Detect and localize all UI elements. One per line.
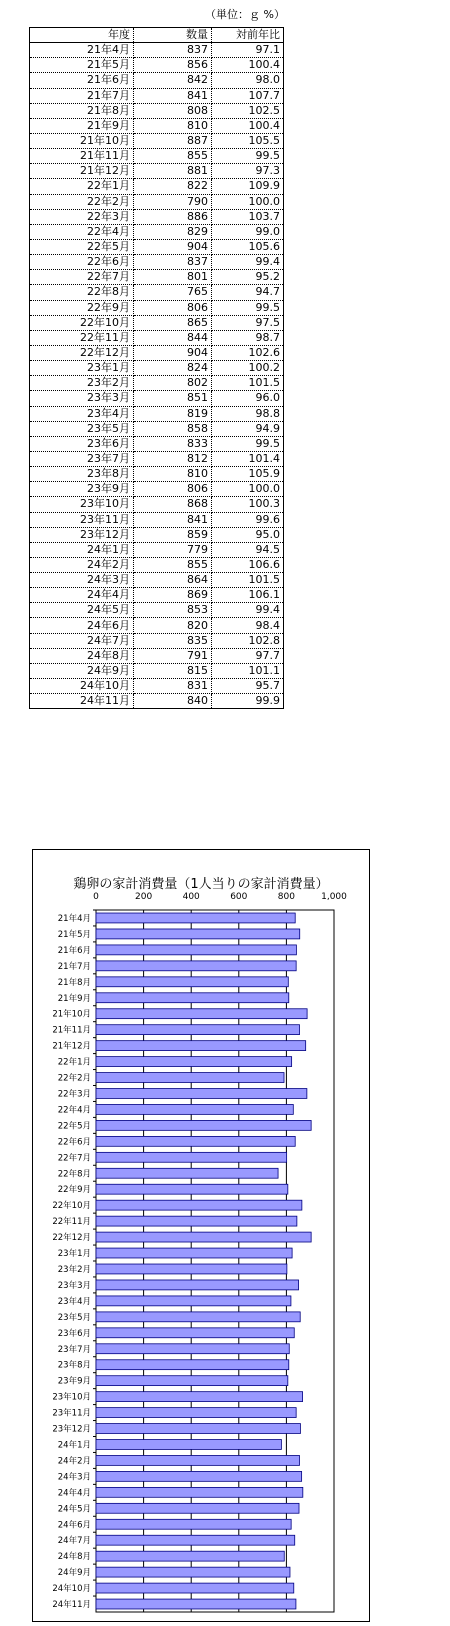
cell-period: 24年5月 (30, 603, 134, 618)
cell-period: 22年2月 (30, 194, 134, 209)
cell-period: 23年1月 (30, 361, 134, 376)
y-tick-label: 22年1月 (57, 1057, 91, 1068)
bar (96, 1232, 311, 1242)
y-tick-label: 23年6月 (57, 1328, 91, 1339)
bar (96, 1057, 292, 1067)
y-tick-label: 22年3月 (57, 1089, 91, 1100)
cell-quantity: 837 (134, 43, 212, 58)
y-tick-label: 22年5月 (57, 1121, 91, 1132)
cell-period: 23年8月 (30, 467, 134, 482)
cell-quantity: 790 (134, 194, 212, 209)
cell-yoy: 97.3 (212, 164, 284, 179)
cell-period: 21年12月 (30, 164, 134, 179)
y-tick-label: 24年10月 (52, 1584, 91, 1595)
cell-quantity: 765 (134, 285, 212, 300)
table-row (30, 482, 284, 497)
y-tick-label: 22年6月 (57, 1137, 91, 1148)
y-tick-label: 21年11月 (52, 1025, 91, 1036)
cell-period: 23年5月 (30, 421, 134, 436)
cell-yoy: 106.1 (212, 588, 284, 603)
table-row (30, 300, 284, 315)
bar (96, 1264, 287, 1274)
consumption-table (29, 27, 284, 709)
bar (96, 1392, 303, 1402)
cell-period: 21年11月 (30, 149, 134, 164)
header-yoy: 対前年比 (212, 28, 284, 43)
cell-quantity: 815 (134, 663, 212, 678)
y-tick-label: 22年8月 (57, 1169, 91, 1180)
bar (96, 1136, 295, 1146)
table-row (30, 73, 284, 88)
cell-quantity: 844 (134, 330, 212, 345)
cell-yoy: 99.6 (212, 512, 284, 527)
cell-period: 24年4月 (30, 588, 134, 603)
table-header-row (30, 28, 284, 43)
cell-period: 21年8月 (30, 103, 134, 118)
cell-quantity: 820 (134, 618, 212, 633)
cell-yoy: 94.7 (212, 285, 284, 300)
cell-quantity: 801 (134, 270, 212, 285)
y-tick-label: 23年12月 (52, 1424, 91, 1435)
bar (96, 1503, 299, 1513)
cell-quantity: 829 (134, 224, 212, 239)
y-tick-label: 24年5月 (57, 1504, 91, 1515)
bar (96, 1152, 287, 1162)
table-row (30, 663, 284, 678)
cell-quantity: 886 (134, 209, 212, 224)
cell-yoy: 99.0 (212, 224, 284, 239)
table-row (30, 315, 284, 330)
y-tick-label: 21年6月 (57, 945, 91, 956)
y-tick-label: 24年4月 (57, 1488, 91, 1499)
bar (96, 1120, 311, 1130)
cell-yoy: 102.6 (212, 345, 284, 360)
cell-yoy: 105.6 (212, 239, 284, 254)
table-row (30, 557, 284, 572)
table-row (30, 406, 284, 421)
cell-quantity: 831 (134, 679, 212, 694)
bar (96, 1535, 295, 1545)
chart-title: 鶏卵の家計消費量（1人当りの家計消費量） (73, 877, 329, 892)
cell-period: 24年2月 (30, 557, 134, 572)
cell-yoy: 98.8 (212, 406, 284, 421)
table-row (30, 224, 284, 239)
bar (96, 929, 300, 939)
cell-period: 23年9月 (30, 482, 134, 497)
cell-yoy: 100.0 (212, 482, 284, 497)
table-row (30, 270, 284, 285)
bar (96, 1009, 307, 1019)
cell-yoy: 94.9 (212, 421, 284, 436)
cell-period: 23年11月 (30, 512, 134, 527)
table-row (30, 133, 284, 148)
bar (96, 1312, 300, 1322)
cell-quantity: 835 (134, 633, 212, 648)
y-tick-label: 23年4月 (57, 1296, 91, 1307)
cell-quantity: 864 (134, 573, 212, 588)
cell-period: 21年5月 (30, 58, 134, 73)
cell-yoy: 102.8 (212, 633, 284, 648)
bar (96, 1089, 307, 1099)
x-tick-label: 0 (93, 892, 99, 902)
bar (96, 1440, 281, 1450)
table-row (30, 679, 284, 694)
cell-quantity: 887 (134, 133, 212, 148)
cell-quantity: 858 (134, 421, 212, 436)
cell-yoy: 100.3 (212, 497, 284, 512)
cell-period: 22年4月 (30, 224, 134, 239)
table-row (30, 603, 284, 618)
cell-period: 24年9月 (30, 663, 134, 678)
cell-quantity: 855 (134, 557, 212, 572)
table-row (30, 118, 284, 133)
cell-yoy: 99.4 (212, 603, 284, 618)
cell-yoy: 97.7 (212, 648, 284, 663)
cell-yoy: 101.1 (212, 663, 284, 678)
y-tick-label: 21年10月 (52, 1009, 91, 1020)
cell-yoy: 98.4 (212, 618, 284, 633)
table-row (30, 164, 284, 179)
cell-quantity: 833 (134, 436, 212, 451)
x-tick-label: 600 (230, 892, 248, 902)
y-tick-label: 22年9月 (57, 1185, 91, 1196)
cell-yoy: 98.7 (212, 330, 284, 345)
cell-period: 22年8月 (30, 285, 134, 300)
y-tick-label: 24年2月 (57, 1456, 91, 1467)
cell-yoy: 95.7 (212, 679, 284, 694)
cell-quantity: 842 (134, 73, 212, 88)
x-tick-label: 400 (182, 892, 200, 902)
x-tick-label: 800 (277, 892, 295, 902)
table-row (30, 467, 284, 482)
cell-yoy: 96.0 (212, 391, 284, 406)
cell-period: 21年10月 (30, 133, 134, 148)
y-tick-label: 23年11月 (52, 1408, 91, 1419)
cell-period: 23年3月 (30, 391, 134, 406)
cell-period: 22年3月 (30, 209, 134, 224)
cell-yoy: 100.2 (212, 361, 284, 376)
y-tick-label: 23年1月 (57, 1249, 91, 1260)
cell-period: 22年11月 (30, 330, 134, 345)
y-tick-label: 22年7月 (57, 1153, 91, 1164)
cell-quantity: 819 (134, 406, 212, 421)
cell-period: 23年10月 (30, 497, 134, 512)
cell-period: 22年9月 (30, 300, 134, 315)
table-row (30, 194, 284, 209)
cell-period: 21年9月 (30, 118, 134, 133)
table-row (30, 451, 284, 466)
table-row (30, 58, 284, 73)
cell-period: 22年7月 (30, 270, 134, 285)
cell-quantity: 859 (134, 527, 212, 542)
bar (96, 1328, 294, 1338)
y-tick-label: 21年4月 (57, 913, 91, 924)
table-row (30, 512, 284, 527)
y-tick-label: 22年4月 (57, 1105, 91, 1116)
cell-yoy: 95.0 (212, 527, 284, 542)
cell-quantity: 824 (134, 361, 212, 376)
y-tick-label: 22年2月 (57, 1073, 91, 1084)
cell-quantity: 851 (134, 391, 212, 406)
cell-quantity: 840 (134, 694, 212, 709)
cell-quantity: 822 (134, 179, 212, 194)
cell-period: 24年6月 (30, 618, 134, 633)
y-tick-label: 21年9月 (57, 993, 91, 1004)
cell-period: 23年4月 (30, 406, 134, 421)
table-row (30, 179, 284, 194)
table-row (30, 285, 284, 300)
cell-yoy: 99.4 (212, 255, 284, 270)
cell-yoy: 106.6 (212, 557, 284, 572)
bar (96, 1471, 302, 1481)
table-row (30, 209, 284, 224)
table-row (30, 436, 284, 451)
cell-quantity: 810 (134, 467, 212, 482)
bar (96, 1583, 294, 1593)
x-tick-label: 200 (135, 892, 153, 902)
cell-quantity: 808 (134, 103, 212, 118)
cell-yoy: 100.4 (212, 118, 284, 133)
y-tick-label: 23年5月 (57, 1312, 91, 1323)
cell-yoy: 98.0 (212, 73, 284, 88)
bar (96, 1168, 278, 1178)
bar (96, 1567, 290, 1577)
table-row (30, 694, 284, 709)
bar (96, 1455, 299, 1465)
bar (96, 945, 296, 955)
cell-yoy: 94.5 (212, 542, 284, 557)
cell-period: 24年3月 (30, 573, 134, 588)
bar (96, 1025, 299, 1035)
cell-quantity: 856 (134, 58, 212, 73)
cell-quantity: 806 (134, 482, 212, 497)
bar (96, 1376, 288, 1386)
y-tick-label: 23年8月 (57, 1360, 91, 1371)
bar (96, 1200, 302, 1210)
bar (96, 1216, 297, 1226)
y-tick-label: 21年7月 (57, 961, 91, 972)
y-tick-label: 24年9月 (57, 1568, 91, 1579)
cell-yoy: 99.9 (212, 694, 284, 709)
cell-period: 24年1月 (30, 542, 134, 557)
table-row (30, 633, 284, 648)
table-row (30, 149, 284, 164)
cell-quantity: 865 (134, 315, 212, 330)
bar (96, 1041, 306, 1051)
y-tick-label: 24年3月 (57, 1472, 91, 1483)
cell-period: 21年4月 (30, 43, 134, 58)
table-row (30, 376, 284, 391)
cell-period: 24年7月 (30, 633, 134, 648)
table-row (30, 255, 284, 270)
cell-quantity: 779 (134, 542, 212, 557)
bar (96, 1344, 289, 1354)
table-row (30, 618, 284, 633)
bar (96, 1360, 289, 1370)
header-quantity: 数量 (134, 28, 212, 43)
cell-quantity: 806 (134, 300, 212, 315)
bar (96, 1551, 284, 1561)
bar (96, 1519, 291, 1529)
cell-quantity: 837 (134, 255, 212, 270)
cell-yoy: 100.4 (212, 58, 284, 73)
bar (96, 1248, 292, 1258)
cell-period: 24年10月 (30, 679, 134, 694)
cell-period: 23年7月 (30, 451, 134, 466)
table-row (30, 497, 284, 512)
table-row (30, 573, 284, 588)
cell-yoy: 97.1 (212, 43, 284, 58)
table-row (30, 361, 284, 376)
cell-period: 21年7月 (30, 88, 134, 103)
bar (96, 1424, 300, 1434)
y-tick-label: 21年5月 (57, 929, 91, 940)
cell-quantity: 881 (134, 164, 212, 179)
y-tick-label: 23年2月 (57, 1264, 91, 1275)
table-row (30, 239, 284, 254)
y-tick-label: 24年6月 (57, 1520, 91, 1531)
cell-quantity: 904 (134, 345, 212, 360)
table-row (30, 391, 284, 406)
cell-quantity: 853 (134, 603, 212, 618)
cell-quantity: 904 (134, 239, 212, 254)
cell-yoy: 99.5 (212, 149, 284, 164)
cell-period: 23年12月 (30, 527, 134, 542)
bar (96, 1073, 284, 1083)
cell-period: 23年6月 (30, 436, 134, 451)
cell-yoy: 103.7 (212, 209, 284, 224)
bar (96, 993, 289, 1003)
y-tick-label: 23年7月 (57, 1344, 91, 1355)
cell-quantity: 868 (134, 497, 212, 512)
cell-quantity: 812 (134, 451, 212, 466)
cell-period: 22年6月 (30, 255, 134, 270)
cell-yoy: 102.5 (212, 103, 284, 118)
cell-yoy: 100.0 (212, 194, 284, 209)
cell-quantity: 841 (134, 512, 212, 527)
cell-yoy: 109.9 (212, 179, 284, 194)
y-tick-label: 21年8月 (57, 977, 91, 988)
cell-period: 21年6月 (30, 73, 134, 88)
cell-yoy: 97.5 (212, 315, 284, 330)
y-tick-label: 22年11月 (52, 1217, 91, 1228)
y-tick-label: 23年10月 (52, 1392, 91, 1403)
table-row (30, 43, 284, 58)
cell-yoy: 101.5 (212, 376, 284, 391)
bar (96, 1296, 291, 1306)
header-period: 年度 (30, 28, 134, 43)
y-tick-label: 24年1月 (57, 1440, 91, 1451)
cell-quantity: 802 (134, 376, 212, 391)
table-row (30, 103, 284, 118)
cell-quantity: 855 (134, 149, 212, 164)
y-tick-label: 24年7月 (57, 1536, 91, 1547)
y-tick-label: 23年9月 (57, 1376, 91, 1387)
bar (96, 961, 296, 971)
cell-quantity: 810 (134, 118, 212, 133)
table-row (30, 542, 284, 557)
y-tick-label: 24年11月 (52, 1600, 91, 1611)
cell-quantity: 841 (134, 88, 212, 103)
cell-period: 23年2月 (30, 376, 134, 391)
cell-quantity: 791 (134, 648, 212, 663)
cell-yoy: 99.5 (212, 300, 284, 315)
cell-yoy: 99.5 (212, 436, 284, 451)
y-tick-label: 22年12月 (52, 1233, 91, 1244)
bar (96, 1280, 299, 1290)
bar (96, 977, 288, 987)
bar (96, 1104, 293, 1114)
cell-period: 24年8月 (30, 648, 134, 663)
bar (96, 913, 295, 923)
y-tick-label: 22年10月 (52, 1201, 91, 1212)
table-row (30, 588, 284, 603)
y-tick-label: 24年8月 (57, 1552, 91, 1563)
bar (96, 1599, 296, 1609)
bar (96, 1184, 288, 1194)
cell-period: 22年10月 (30, 315, 134, 330)
cell-yoy: 105.9 (212, 467, 284, 482)
cell-yoy: 105.5 (212, 133, 284, 148)
table-row (30, 527, 284, 542)
cell-yoy: 101.4 (212, 451, 284, 466)
y-tick-label: 23年3月 (57, 1280, 91, 1291)
table-row (30, 421, 284, 436)
cell-period: 22年5月 (30, 239, 134, 254)
table-row (30, 345, 284, 360)
bar (96, 1487, 303, 1497)
cell-period: 22年1月 (30, 179, 134, 194)
chart-frame (32, 849, 370, 1622)
table-row (30, 648, 284, 663)
x-tick-label: 1,000 (321, 892, 347, 902)
y-tick-label: 21年12月 (52, 1041, 91, 1052)
cell-quantity: 869 (134, 588, 212, 603)
bar (96, 1408, 296, 1418)
cell-yoy: 107.7 (212, 88, 284, 103)
table-row (30, 330, 284, 345)
unit-note: （単位：ｇ %） (205, 8, 285, 21)
bar-chart (33, 850, 371, 1623)
cell-period: 22年12月 (30, 345, 134, 360)
table-row (30, 88, 284, 103)
cell-yoy: 95.2 (212, 270, 284, 285)
cell-yoy: 101.5 (212, 573, 284, 588)
cell-period: 24年11月 (30, 694, 134, 709)
